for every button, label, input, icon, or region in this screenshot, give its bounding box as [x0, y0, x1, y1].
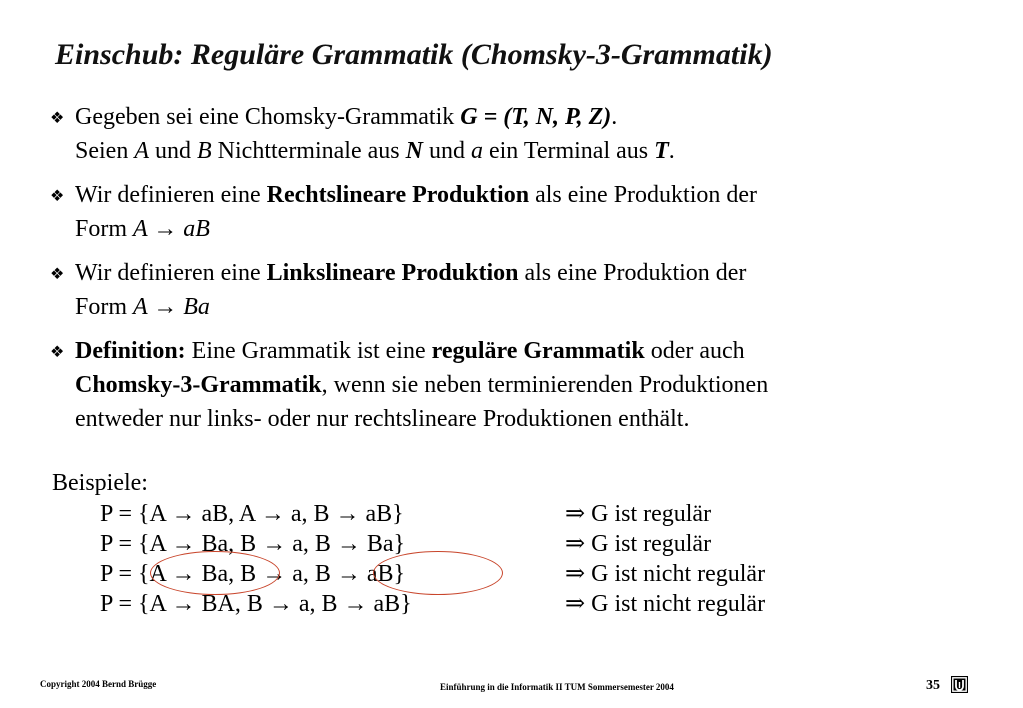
bullet-list — [50, 100, 1010, 446]
example-result: ⇒ G ist nicht regulär — [565, 591, 766, 617]
example-result: ⇒ G ist regulär — [565, 501, 712, 527]
examples-list — [100, 499, 860, 619]
diamond-bullet-icon: ❖ — [50, 188, 65, 205]
example-productions: P = {A → Ba, B → a, B → aB} — [100, 561, 406, 587]
bullet-item-right-linear — [50, 178, 1010, 246]
example-row — [100, 589, 860, 619]
bullet-line: Seien A und B Nichtterminale aus N und a ein Terminal aus T. — [75, 138, 675, 164]
bullet-line: Form A → Ba — [75, 294, 210, 320]
bullet-line: entweder nur links- oder nur rechtslineare Produktionen enthält. — [75, 406, 690, 432]
example-row — [100, 559, 860, 589]
example-result: ⇒ G ist regulär — [565, 531, 712, 557]
slide-title: Einschub: Reguläre Grammatik (Chomsky-3-Grammatik) — [55, 38, 773, 71]
bullet-line: Chomsky-3-Grammatik, wenn sie neben terminierenden Produktionen — [75, 372, 769, 398]
diamond-bullet-icon: ❖ — [50, 110, 65, 127]
examples-heading: Beispiele: — [52, 470, 148, 496]
footer-course: Einführung in die Informatik II TUM Sommersemester 2004 — [440, 682, 674, 692]
example-row — [100, 499, 860, 529]
bullet-line: Gegeben sei eine Chomsky-Grammatik G = (T, N, P, Z). — [75, 104, 618, 130]
example-result: ⇒ G ist nicht regulär — [565, 561, 766, 587]
bullet-item-grammar — [50, 100, 1010, 168]
bullet-item-left-linear — [50, 256, 1010, 324]
example-productions: P = {A → Ba, B → a, B → Ba} — [100, 531, 406, 557]
bullet-line: Wir definieren eine Rechtslineare Produktion als eine Produktion der — [75, 182, 758, 208]
diamond-bullet-icon: ❖ — [50, 266, 65, 283]
diamond-bullet-icon: ❖ — [50, 344, 65, 361]
footer-copyright: Copyright 2004 Bernd Brügge — [40, 679, 157, 689]
bullet-item-definition — [50, 334, 1010, 436]
page-number: 35 — [926, 678, 940, 693]
bullet-line: Definition: Eine Grammatik ist eine reguläre Grammatik oder auch — [75, 338, 745, 364]
tum-logo-icon — [951, 676, 968, 693]
bullet-line: Form A → aB — [75, 216, 210, 242]
example-productions: P = {A → BA, B → a, B → aB} — [100, 591, 412, 617]
bullet-line: Wir definieren eine Linkslineare Produktion als eine Produktion der — [75, 260, 747, 286]
example-productions: P = {A → aB, A → a, B → aB} — [100, 501, 404, 527]
